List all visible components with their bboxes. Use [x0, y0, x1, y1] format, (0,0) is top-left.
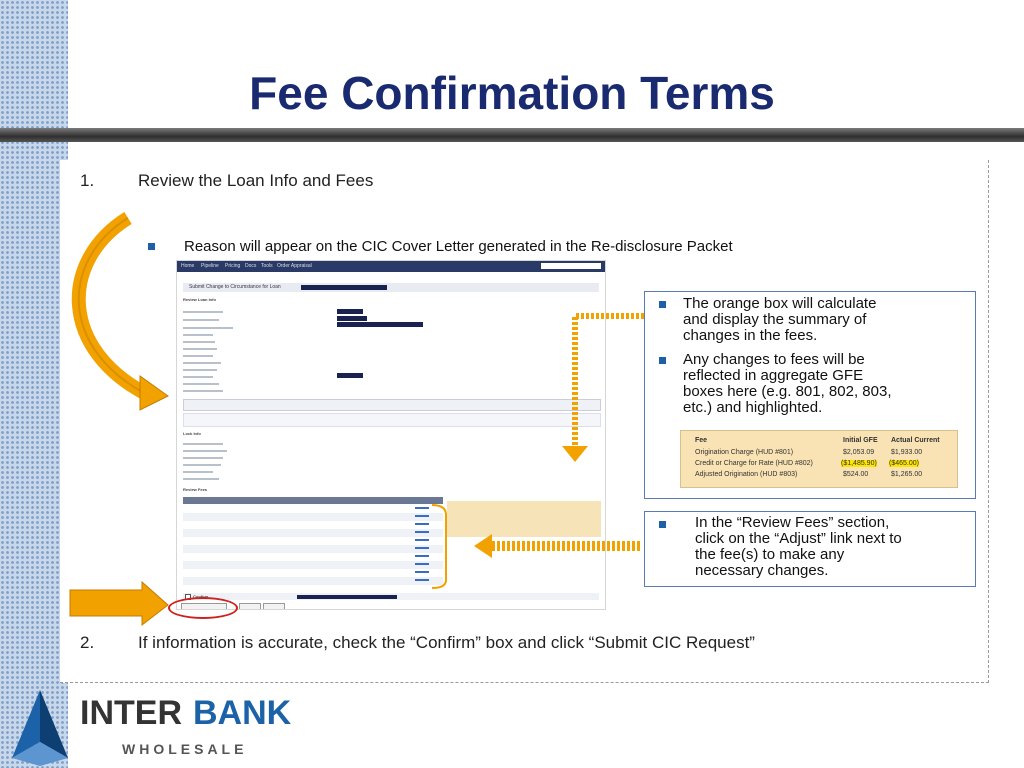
- submit-highlight-ellipse: [168, 597, 238, 619]
- section-loan-info: Review Loan Info: [183, 297, 216, 302]
- step-number: 1.: [80, 171, 95, 190]
- callout-line: etc.) and highlighted.: [683, 399, 823, 416]
- field-row: [183, 478, 219, 480]
- field-row: [183, 334, 213, 336]
- tab-home[interactable]: Home: [181, 263, 195, 269]
- field-row: [183, 369, 217, 371]
- reason-note: Reason will appear on the CIC Cover Letter generated in the Re-disclosure Packet: [184, 238, 733, 255]
- redacted-field: [337, 316, 367, 321]
- field-row: [183, 383, 219, 385]
- actual-current-header: Actual Current: [891, 437, 940, 444]
- callout-line: necessary changes.: [695, 562, 829, 579]
- callout-line: changes in the fees.: [683, 327, 818, 344]
- fee-current-highlighted: ($465.00): [889, 460, 919, 467]
- search-input[interactable]: [541, 263, 601, 269]
- tab-pipeline[interactable]: Pipeline: [201, 263, 219, 269]
- tab-docs[interactable]: Docs: [245, 263, 257, 269]
- bullet-icon: [148, 243, 155, 250]
- field-row: [183, 464, 221, 466]
- fee-summary-box: [680, 430, 958, 488]
- callout-line: and display the summary of: [683, 311, 867, 328]
- review-fees-callout: [644, 511, 976, 587]
- tab-pricing[interactable]: Pricing: [225, 263, 241, 269]
- callout-line: In the “Review Fees” section,: [695, 514, 890, 531]
- step-text: If information is accurate, check the “Confirm” box and click “Submit CIC Request”: [138, 633, 755, 652]
- brand-bank: BANK: [193, 694, 292, 732]
- callout-line: Any changes to fees will be: [683, 351, 865, 368]
- back-button[interactable]: [239, 603, 261, 610]
- field-row: [183, 443, 223, 445]
- nav-tab-bar: [177, 261, 605, 272]
- pyramid-logo-icon: [8, 688, 72, 768]
- cancel-button[interactable]: [263, 603, 285, 610]
- cic-screen-preview: [176, 260, 606, 610]
- callout-line: boxes here (e.g. 801, 802, 803,: [683, 383, 892, 400]
- fee-name: Credit or Charge for Rate (HUD #802): [695, 460, 813, 467]
- field-row: [183, 319, 219, 321]
- tab-order-appraisal[interactable]: Order Appraisal: [277, 263, 312, 269]
- fee-initial: $2,053.09: [843, 449, 875, 456]
- bullet-icon: [659, 357, 666, 364]
- fee-name: Adjusted Origination (HUD #803): [695, 471, 798, 478]
- reason-select[interactable]: [183, 399, 601, 411]
- redacted-field: [297, 595, 397, 599]
- redacted-loan-number: [301, 285, 387, 290]
- field-row: [183, 376, 213, 378]
- field-row: [183, 341, 215, 343]
- fee-header: Fee: [695, 437, 708, 444]
- fees-table-header: [183, 497, 443, 504]
- panel-header: [183, 283, 599, 292]
- step-number: 2.: [80, 633, 95, 652]
- section-review-fees: Review Fees: [183, 487, 208, 492]
- brand-inter: INTER: [80, 694, 182, 732]
- slide-title: Fee Confirmation Terms: [249, 67, 775, 119]
- fees-table: [183, 505, 443, 589]
- field-row: [183, 471, 213, 473]
- step-text: Review the Loan Info and Fees: [138, 171, 374, 190]
- fee-current: $1,265.00: [891, 471, 923, 478]
- summary-box-preview: [447, 501, 601, 537]
- field-row: [183, 348, 217, 350]
- redacted-field: [337, 309, 363, 314]
- callout-line: reflected in aggregate GFE: [683, 367, 864, 384]
- fee-initial: $524.00: [843, 471, 869, 478]
- confirm-label: Confirm: [193, 594, 209, 599]
- fee-current: $1,933.00: [891, 449, 923, 456]
- field-row: [183, 457, 223, 459]
- bullet-icon: [659, 301, 666, 308]
- adjust-link-column[interactable]: [415, 507, 429, 583]
- redacted-field: [337, 322, 423, 327]
- tab-tools[interactable]: Tools: [261, 263, 273, 269]
- reason-textarea[interactable]: [183, 413, 601, 427]
- bullet-icon: [659, 521, 666, 528]
- callout-line: click on the “Adjust” link next to: [695, 530, 902, 547]
- field-row: [183, 390, 223, 392]
- field-row: [183, 327, 233, 329]
- fee-name: Origination Charge (HUD #801): [695, 449, 794, 456]
- callout-line: The orange box will calculate: [683, 295, 877, 312]
- title-divider-bar: [0, 128, 1024, 142]
- initial-gfe-header: Initial GFE: [843, 437, 878, 444]
- field-row: [183, 355, 213, 357]
- panel-title: Submit Change to Circumstance for Loan: [189, 284, 281, 290]
- field-row: [183, 311, 223, 313]
- fee-initial-highlighted: ($1,485.90): [841, 460, 877, 467]
- field-row: [183, 362, 221, 364]
- callout-line: the fee(s) to make any: [695, 546, 845, 563]
- redacted-field: [337, 373, 363, 378]
- brand-wholesale: WHOLESALE: [122, 741, 248, 757]
- section-lock-info: Lock Info: [183, 431, 201, 436]
- field-row: [183, 450, 227, 452]
